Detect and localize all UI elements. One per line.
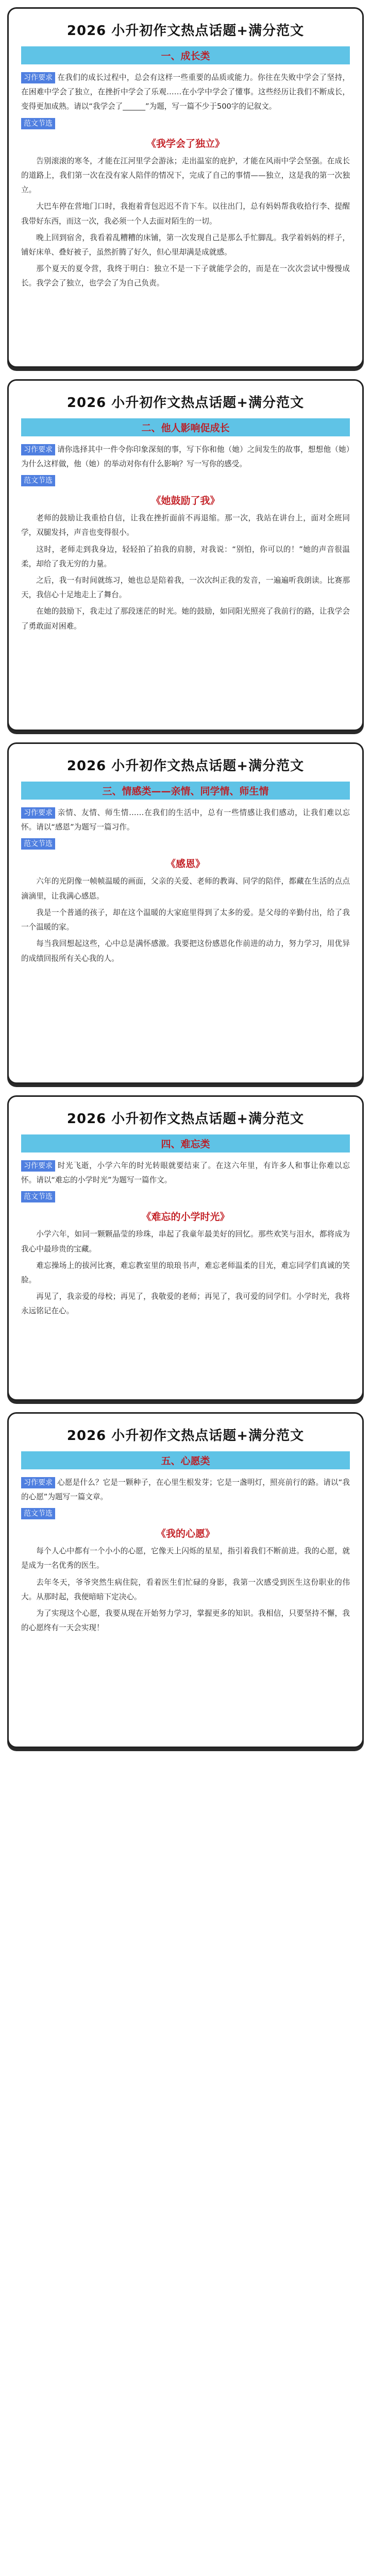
model-label: 范文节选 bbox=[21, 475, 55, 486]
prompt-label: 习作要求 bbox=[21, 1160, 55, 1172]
essay-paragraph: 这时，老师走到我身边，轻轻拍了拍我的肩膀，对我说：“别怕，你可以的！”她的声音很温柔，却给了我无穷的力量。 bbox=[21, 545, 350, 568]
prompt-text: 心愿是什么？它是一颗种子，在心里生根发芽；它是一盏明灯，照亮前行的路。请以“我的心愿”为题写一篇文章。 bbox=[21, 1478, 350, 1501]
essay-paragraph: 告别滚滚的寒冬，才能在江河里学会游泳；走出温室的庇护，才能在风雨中学会坚强。在成长的道路上，我们第一次在没有家人陪伴的情况下，完成了自己的事情——独立，这是我的第一次独立。 bbox=[21, 156, 350, 195]
prompt bbox=[21, 71, 350, 114]
prompt-label: 习作要求 bbox=[21, 807, 55, 819]
essay-title: 《她鼓励了我》 bbox=[151, 495, 220, 507]
essay-paragraph: 在她的鼓励下，我走过了那段迷茫的时光。她的鼓励，如同阳光照亮了我前行的路，让我学会了勇敢面对困难。 bbox=[21, 607, 350, 631]
essay-paragraph: 小学六年，如同一颗颗晶莹的珍珠，串起了我童年最美好的回忆。那些欢笑与泪水，都将成为我心中最珍贵的宝藏。 bbox=[21, 1230, 350, 1253]
essay-paragraph: 难忘操场上的拔河比赛，难忘教室里的琅琅书声，难忘老师温柔的目光，难忘同学们真诚的笑脸。 bbox=[21, 1261, 350, 1284]
essay-paragraph: 那个夏天的夏令营，我终于明白：独立不是一下子就能学会的，而是在一次次尝试中慢慢成长。我学会了独立，也学会了为自己负责。 bbox=[21, 264, 350, 288]
prompt bbox=[21, 443, 350, 471]
card-title: 2026 小升初作文热点话题+满分范文 bbox=[66, 1428, 305, 1444]
essay-paragraph: 去年冬天，爷爷突然生病住院，看着医生们忙碌的身影，我第一次感受到医生这份职业的伟大。从那时起，我便暗暗下定决心。 bbox=[21, 1578, 350, 1601]
section-card-4 bbox=[7, 1095, 364, 1401]
essay-title: 《我学会了独立》 bbox=[146, 138, 225, 149]
essay-paragraph: 每个人心中都有一个小小的心愿，它像天上闪烁的星星，指引着我们不断前进。我的心愿，就是成为一名优秀的医生。 bbox=[21, 1547, 350, 1570]
essay-paragraph: 六年的光阴像一帧帧温暖的画面，父亲的关爱、老师的教诲、同学的陪伴，都藏在生活的点点滴滴里，让我满心感恩。 bbox=[21, 877, 350, 901]
prompt-text: 亲情、友情、师生情……在我们的生活中，总有一些情感让我们感动，让我们难以忘怀。请以“感恩”为题写一篇习作。 bbox=[21, 808, 350, 832]
prompt-label: 习作要求 bbox=[21, 444, 55, 455]
prompt bbox=[21, 806, 350, 835]
model-label-row bbox=[21, 1190, 350, 1204]
essay-paragraph: 每当我回想起这些，心中总是满怀感激。我要把这份感恩化作前进的动力，努力学习，用优异的成绩回报所有关心我的人。 bbox=[21, 939, 350, 963]
section-bar: 二、他人影响促成长 bbox=[21, 418, 350, 436]
model-label: 范文节选 bbox=[21, 1191, 55, 1202]
essay-paragraph: 之后，我一有时间就练习，她也总是陪着我，一次次纠正我的发音，一遍遍听我朗读。比赛那天，我信心十足地走上了舞台。 bbox=[21, 576, 350, 600]
section-bar: 四、难忘类 bbox=[21, 1134, 350, 1153]
essay-title: 《难忘的小学时光》 bbox=[141, 1211, 230, 1223]
prompt-text: 时光飞逝，小学六年的时光转眼就要结束了。在这六年里，有许多人和事让你难以忘怀。请以“难忘的小学时光”为题写一篇作文。 bbox=[21, 1161, 350, 1184]
model-label: 范文节选 bbox=[21, 1508, 55, 1519]
essay-paragraph: 我是一个普通的孩子，却在这个温暖的大家庭里得到了太多的爱。是父母的辛勤付出，给了我一个温暖的家。 bbox=[21, 908, 350, 932]
card-title: 2026 小升初作文热点话题+满分范文 bbox=[66, 758, 305, 774]
card-title: 2026 小升初作文热点话题+满分范文 bbox=[66, 1111, 305, 1127]
model-label-row bbox=[21, 473, 350, 488]
prompt bbox=[21, 1159, 350, 1188]
prompt-label: 习作要求 bbox=[21, 72, 55, 83]
model-label-row bbox=[21, 837, 350, 851]
prompt bbox=[21, 1476, 350, 1504]
section-bar: 五、心愿类 bbox=[21, 1451, 350, 1469]
essay-title: 《感恩》 bbox=[165, 858, 205, 870]
section-card-2 bbox=[7, 379, 364, 731]
model-label: 范文节选 bbox=[21, 838, 55, 850]
essay-title: 《我的心愿》 bbox=[156, 1528, 215, 1540]
prompt-text: 请你选择其中一件令你印象深刻的事，写下你和他（她）之间发生的故事，想想他（她）为什么这样做，他（她）的举动对你有什么影响？写一写你的感受。 bbox=[21, 445, 350, 468]
model-label-row bbox=[21, 116, 350, 131]
model-label: 范文节选 bbox=[21, 118, 55, 129]
model-label-row bbox=[21, 1506, 350, 1521]
section-card-5 bbox=[7, 1412, 364, 1749]
prompt-text: 在我们的成长过程中，总会有这样一些重要的品质或能力。你往在失败中学会了坚持，在困难中学会了独立，在挫折中学会了乐观……在小学中学会了懂事。这些经历让我们不断成长，变得更加成熟。请以“我学会了______”为题，写一篇不少于500字的记叙文。 bbox=[21, 73, 350, 111]
essay-paragraph: 晚上回到宿舍，我看着乱糟糟的床铺，第一次发现自己是那么手忙脚乱。我学着妈妈的样子，铺好床单、叠好被子，虽然折腾了好久，但心里却满是成就感。 bbox=[21, 233, 350, 257]
section-card-3 bbox=[7, 742, 364, 1084]
essay-paragraph: 老师的鼓励让我重拾自信，让我在挫折面前不再退缩。那一次，我站在讲台上，面对全班同学，双腿发抖，声音也变得很小。 bbox=[21, 514, 350, 537]
essay-paragraph: 大巴车停在营地门口时，我抱着背包迟迟不肯下车。以往出门，总有妈妈帮我收拾行李、提醒我带好东西，而这一次，我必须一个人去面对陌生的一切。 bbox=[21, 202, 350, 226]
card-title: 2026 小升初作文热点话题+满分范文 bbox=[66, 395, 305, 411]
section-bar: 三、情感类——亲情、同学情、师生情 bbox=[21, 782, 350, 800]
prompt-label: 习作要求 bbox=[21, 1477, 55, 1488]
essay-paragraph: 为了实现这个心愿，我要从现在开始努力学习，掌握更多的知识。我相信，只要坚持不懈，我的心愿终有一天会实现！ bbox=[21, 1608, 350, 1633]
section-card-1 bbox=[7, 7, 364, 368]
section-bar: 一、成长类 bbox=[21, 46, 350, 64]
essay-paragraph: 再见了，我亲爱的母校；再见了，我敬爱的老师；再见了，我可爱的同学们。小学时光，我将永远铭记在心。 bbox=[21, 1292, 350, 1316]
card-title: 2026 小升初作文热点话题+满分范文 bbox=[66, 23, 305, 39]
